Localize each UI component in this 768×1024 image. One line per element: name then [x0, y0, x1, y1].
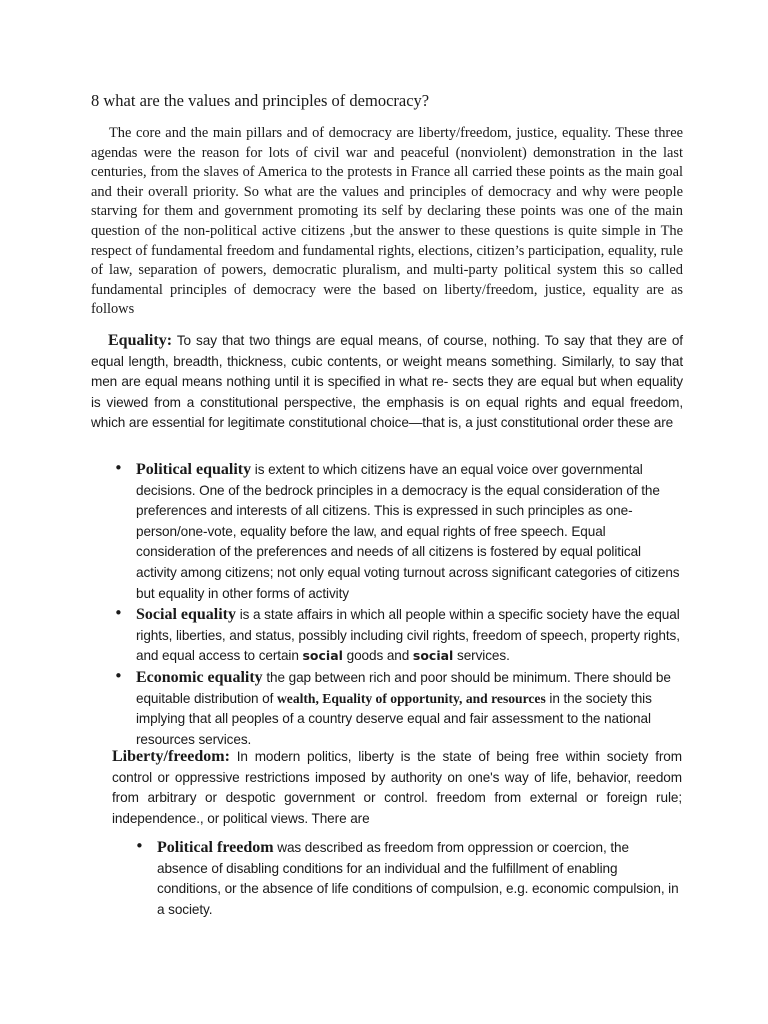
bullet-icon: •	[114, 604, 123, 623]
political-freedom-heading: Political freedom	[157, 839, 274, 856]
list-item-political-equality	[114, 459, 680, 604]
list-item-economic-equality	[114, 666, 680, 750]
liberty-text: In modern politics, liberty is the state of being free within society from control or oppressive restrictions imposed by authority on one's way of life, behavior, reedom from arbitrary or despotic government or control. freedom from external or foreign rule; independence., or political views. There are	[112, 749, 682, 826]
social-equality-text-a: is a state affairs in which all people within a specific society have the equal rights, liberties, and status, possibly including civil rights, freedom of speech, property rights, and equal access to certain	[136, 607, 680, 664]
equality-heading: Equality:	[108, 332, 173, 349]
page-title: 8 what are the values and principles of democracy?	[91, 91, 430, 110]
equality-list	[114, 459, 680, 751]
political-freedom-text: was described as freedom from oppression or coercion, the absence of disabling conditions for an individual and the fulfillment of enabling conditions, or the absence of life conditions of compulsion, e.g. economic compulsion, in a society.	[157, 840, 679, 917]
intro-paragraph: The core and the main pillars and of democracy are liberty/freedom, justice, equality. These three agendas were the reason for lots of civil war and peaceful (nonviolent) demonstration in the last centuries, from the slaves of America to the protests in France all carried these points as the main goal and their overall priority. So what are the values and principles of democracy and why were people starving for them and government promoting its self by declaring these points was one of the main question of the non-political active citizens ,but the answer to these questions is quite simple in The respect of fundamental freedom and fundamental rights, elections, citizen’s participation, equality, rule of law, separation of powers, democratic pluralism, and multi-party political system this so called fundamental principles of democracy were the based on liberty/freedom, justice, equality are as follows	[91, 125, 683, 318]
liberty-list	[135, 837, 679, 921]
social-equality-heading: Social equality	[136, 606, 237, 624]
social-bold-a: social	[302, 648, 343, 664]
social-bold-b: social	[412, 648, 454, 664]
political-equality-heading: Political equality	[136, 461, 252, 478]
list-item-social-equality	[114, 604, 680, 667]
social-equality-text-c: services.	[453, 648, 510, 664]
equality-text: To say that two things are equal means, of course, nothing. To say that they are of equal length, breadth, thickness, cubic contents, or weight means something. Similarly, to say that men are equal means nothing until it is specified in what re- sects they are equal but when equality is viewed from a constitutional perspective, the emphasis is on equal rights and equal freedom, which are essential for legitimate constitutional choice—that is, a just constitutional order these are	[91, 333, 683, 431]
economic-bold: wealth, Equality of opportunity, and resources	[276, 690, 546, 706]
social-equality-text-b: goods and	[342, 648, 413, 664]
political-equality-text: is extent to which citizens have an equal voice over governmental decisions. One of the bedrock principles in a democracy is the equal consideration of the preferences and interests of all citizens. This is expressed in such principles as one-person/one-vote, equality before the law, and equal rights of free speech. Equal consideration of the preferences and needs of all citizens is fostered by equal political activity among citizens; not only equal voting turnout across significant categories of citizens but equality in other forms of activity	[136, 462, 680, 601]
bullet-icon: •	[114, 666, 123, 685]
bullet-icon: •	[135, 837, 144, 855]
economic-equality-text-b: in the society this implying that all peoples of a country deserve equal and fair assessment to the national resources services.	[136, 690, 652, 747]
economic-equality-text-a: the gap between rich and poor should be minimum. There should be equitable distribution of	[136, 669, 671, 706]
liberty-paragraph	[112, 747, 682, 829]
equality-paragraph	[91, 331, 683, 434]
liberty-heading: Liberty/freedom:	[112, 748, 230, 765]
list-item-political-freedom	[135, 837, 679, 920]
bullet-icon: •	[114, 459, 123, 477]
economic-equality-heading: Economic equality	[136, 668, 263, 686]
